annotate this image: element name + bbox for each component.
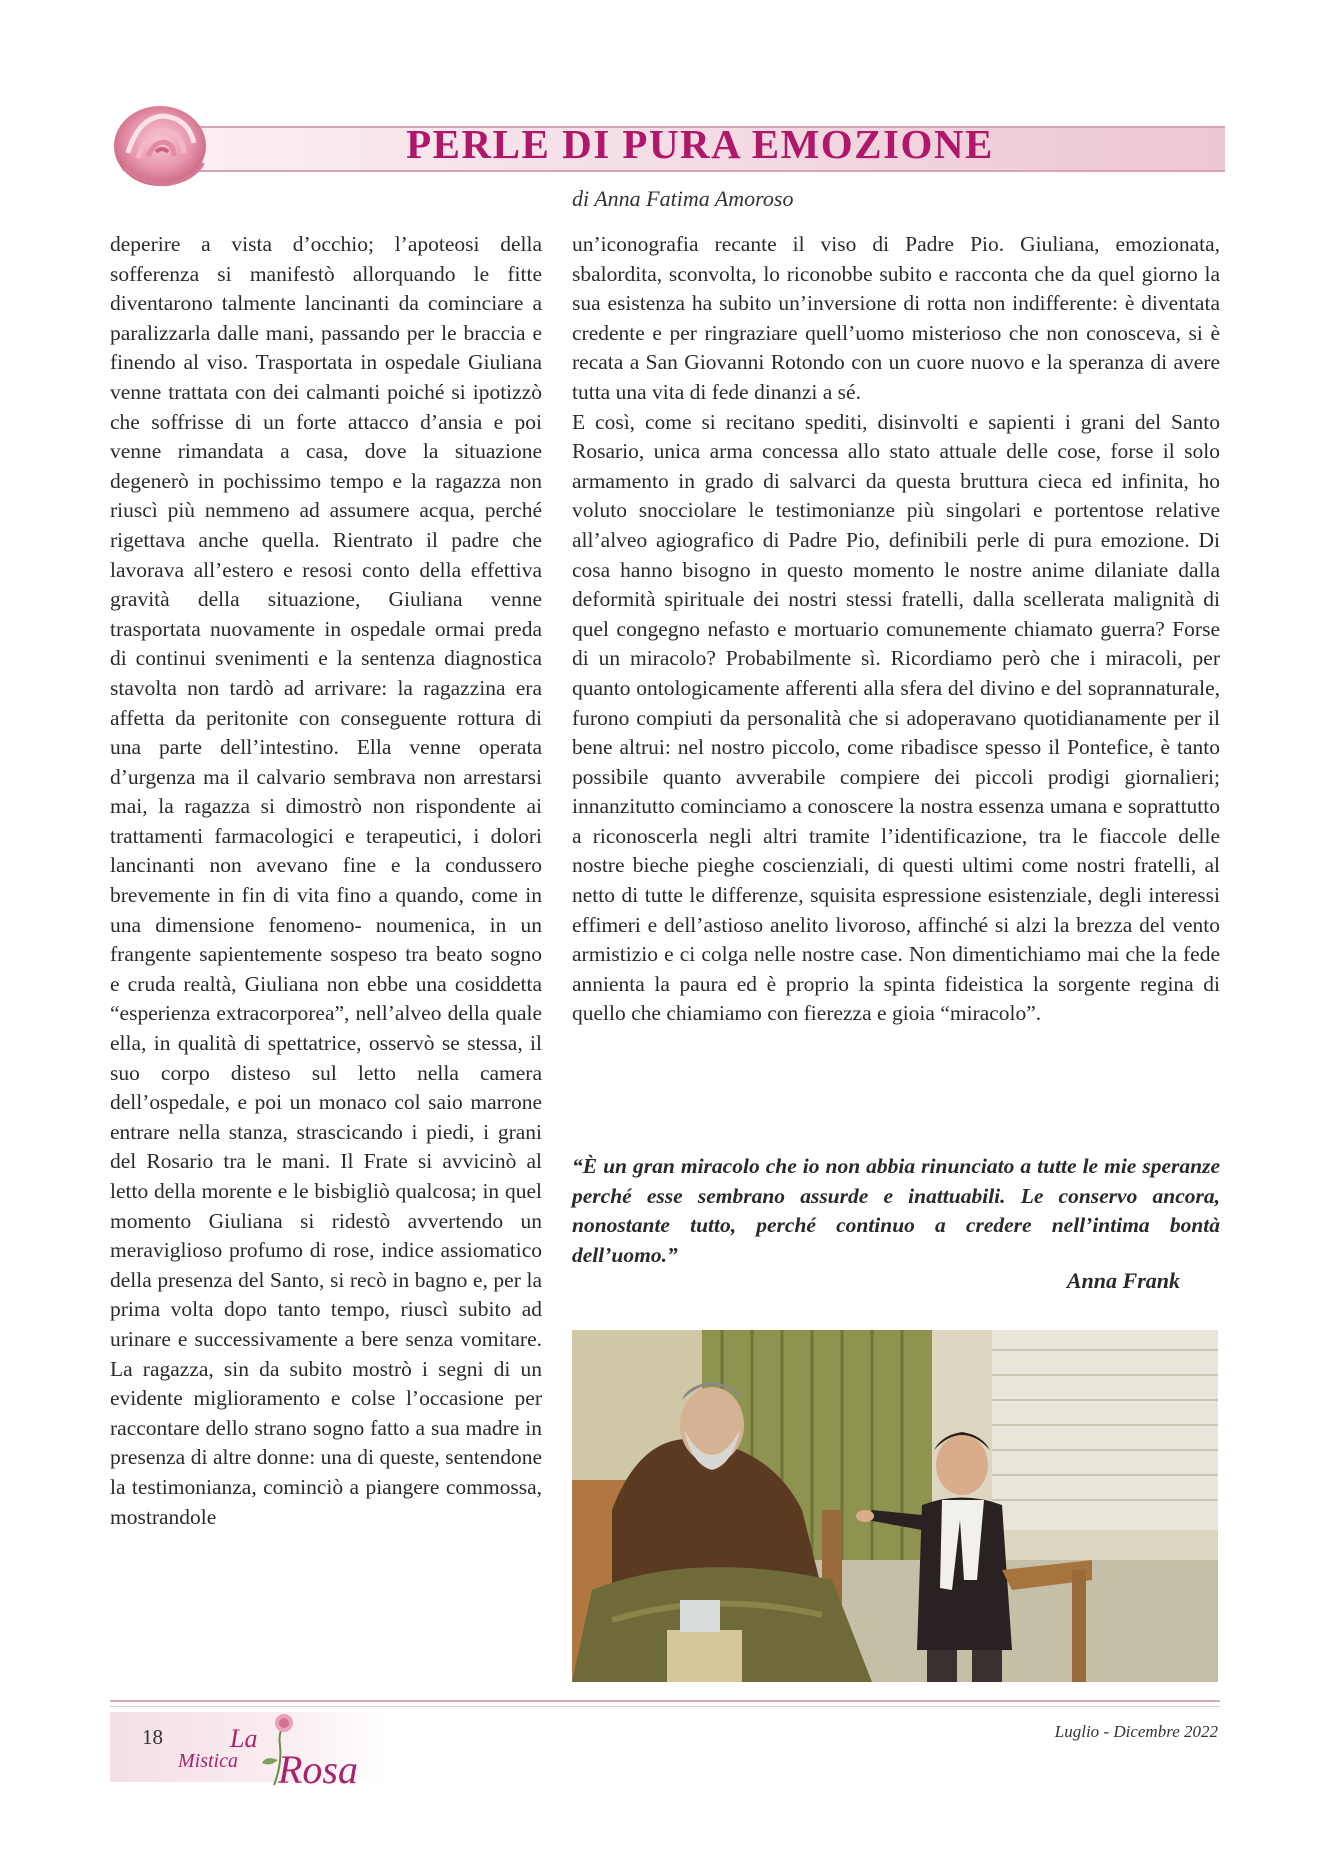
padre-pio-with-boy-photo	[572, 1330, 1218, 1682]
article-paragraph: E così, come si recitano spediti, disinvolti e sapienti i grani del Santo Rosario, unica arma concessa allo stato attuale delle cose, forse il solo armamento in grado di salvarci da questa bruttura cieca ed infinita, ho voluto snocciolare le testimonianze più singolari e portentose relative all’alveo agiografico di Padre Pio, definibili perle di pura emozione. Di cosa hanno bisogno in questo momento le nostre anime dilaniate dalla deformità spirituale dei nostri stessi fratelli, dalla scellerata malignità di quel congegno nefasto e mortuario comunemente chiamato guerra? Forse di un miracolo? Probabilmente sì. Ricordiamo però che i miracoli, per quanto ontologicamente afferenti alla sfera del divino e del soprannaturale, furono compiuti da personalità che si adoperavano quotidianamente per il bene altrui: nel nostro piccolo, come ribadisce spesso il Pontefice, è tanto possibile quanto avverabile compiere dei piccoli prodigi giornalieri; innanzitutto cominciamo a conoscere la nostra essenza umana e soprattutto a riconoscerla negli altri tramite l’identificazione, tra le fiaccole delle nostre bieche pieghe coscienziali, di questi ultimi come nostri fratelli, al netto di tutte le differenze, squisita espressione esistenziale, degli interessi effimeri e dell’astioso anelito livoroso, affinché si alzi la brezza del vento armistizio e ci colga nelle nostre case. Non dimentichiamo mai che la fede annienta la paura ed è proprio la spinta fideistica la sorgente regina di quello che chiamiamo con fierezza e gioia “miracolo”.	[572, 409, 1220, 1026]
article-paragraph: un’iconografia recante il viso di Padre Pio. Giuliana, emozionata, sbalordita, sconvolta, lo riconobbe subito e racconta che da quel giorno la sua esistenza ha subito un’inversione di rotta non indifferente: è diventata credente e per ringraziare quell’uomo misterioso che non conosceva, si è recata a San Giovanni Rotondo con un cuore nuovo e la speranza di avere tutta una vita di fede dinanzi a sé.	[572, 232, 1220, 404]
logo-rosa: Rosa	[278, 1747, 358, 1792]
logo-la: La	[230, 1724, 258, 1753]
footer-rule	[110, 1700, 1220, 1702]
article-paragraph: deperire a vista d’occhio; l’apoteosi della sofferenza si manifestò allorquando le fitte diventarono talmente lancinanti da cominciare a paralizzarla dalle mani, passando per le braccia e finendo al viso. Trasportata in ospedale Giuliana venne trattata con dei calmanti poiché si ipotizzò che soffrisse di un forte attacco d’ansia e poi venne rimandata a casa, dove la situazione degenerò in pochissimo tempo e la ragazza non riuscì più nemmeno ad assumere acqua, perché rigettava anche quella. Rientrato il padre che lavorava all’estero e resosi conto della effettiva gravità della situazione, Giuliana venne trasportata nuovamente in ospedale ormai preda di continui svenimenti e la sentenza diagnostica stavolta non tardò ad arrivare: la ragazzina era affetta da peritonite con conseguente rottura di una parte dell’intestino. Ella venne operata d’urgenza ma il calvario sembrava non arrestarsi mai, la ragazza si dimostrò non rispondente ai trattamenti farmacologici e terapeutici, i dolori lancinanti non avevano fine e la condussero brevemente in fin di vita fino a quando, come in una dimensione fenomeno- noumenica, in un frangente sapientemente sospeso tra beato sogno e cruda realtà, Giuliana non ebbe una cosiddetta “esperienza extracorporea”, nell’alveo della quale ella, in qualità di spettatrice, osservò se stessa, il suo corpo disteso sul letto nella camera dell’ospedale, e poi un monaco col saio marrone entrare nella stanza, strascicando i piedi, i grani del Rosario tra le mani. Il Frate si avvicinò al letto della morente e le bisbigliò qualcosa; in quel momento Giuliana si ridestò avvertendo un meraviglioso profumo di rose, indice assiomatico della presenza del Santo, si recò in bagno e, per la prima volta dopo tanto tempo, riuscì subito ad urinare e successivamente a bere senza vomitare. La ragazza, sin da subito mostrò i segni di un evidente miglioramento e colse l’occasione per raccontare dello strano sogno fatto a sua madre in presenza di altre donne: una di queste, sentendone la testimonianza, cominciò a piangere commossa, mostrandole	[110, 232, 542, 1529]
logo-mistica: Mistica	[178, 1750, 238, 1772]
author-byline: di Anna Fatima Amoroso	[572, 186, 794, 211]
article-left-column	[110, 230, 542, 1532]
issue-date: Luglio - Dicembre 2022	[1054, 1722, 1218, 1741]
article-right-column	[572, 230, 1220, 1029]
magazine-logo	[178, 1705, 403, 1795]
page-title: PERLE DI PURA EMOZIONE	[406, 121, 994, 167]
page-number: 18	[142, 1725, 163, 1749]
rose-icon	[108, 98, 213, 193]
quote-author: Anna Frank	[1066, 1268, 1180, 1293]
quote-text: “È un gran miracolo che io non abbia rinunciato a tutte le mie speranze perché esse sembrano assurde e inattuabili. Le conservo ancora, nonostante tutto, perché continuo a credere nell’intima bontà dell’uomo.”	[572, 1154, 1220, 1267]
